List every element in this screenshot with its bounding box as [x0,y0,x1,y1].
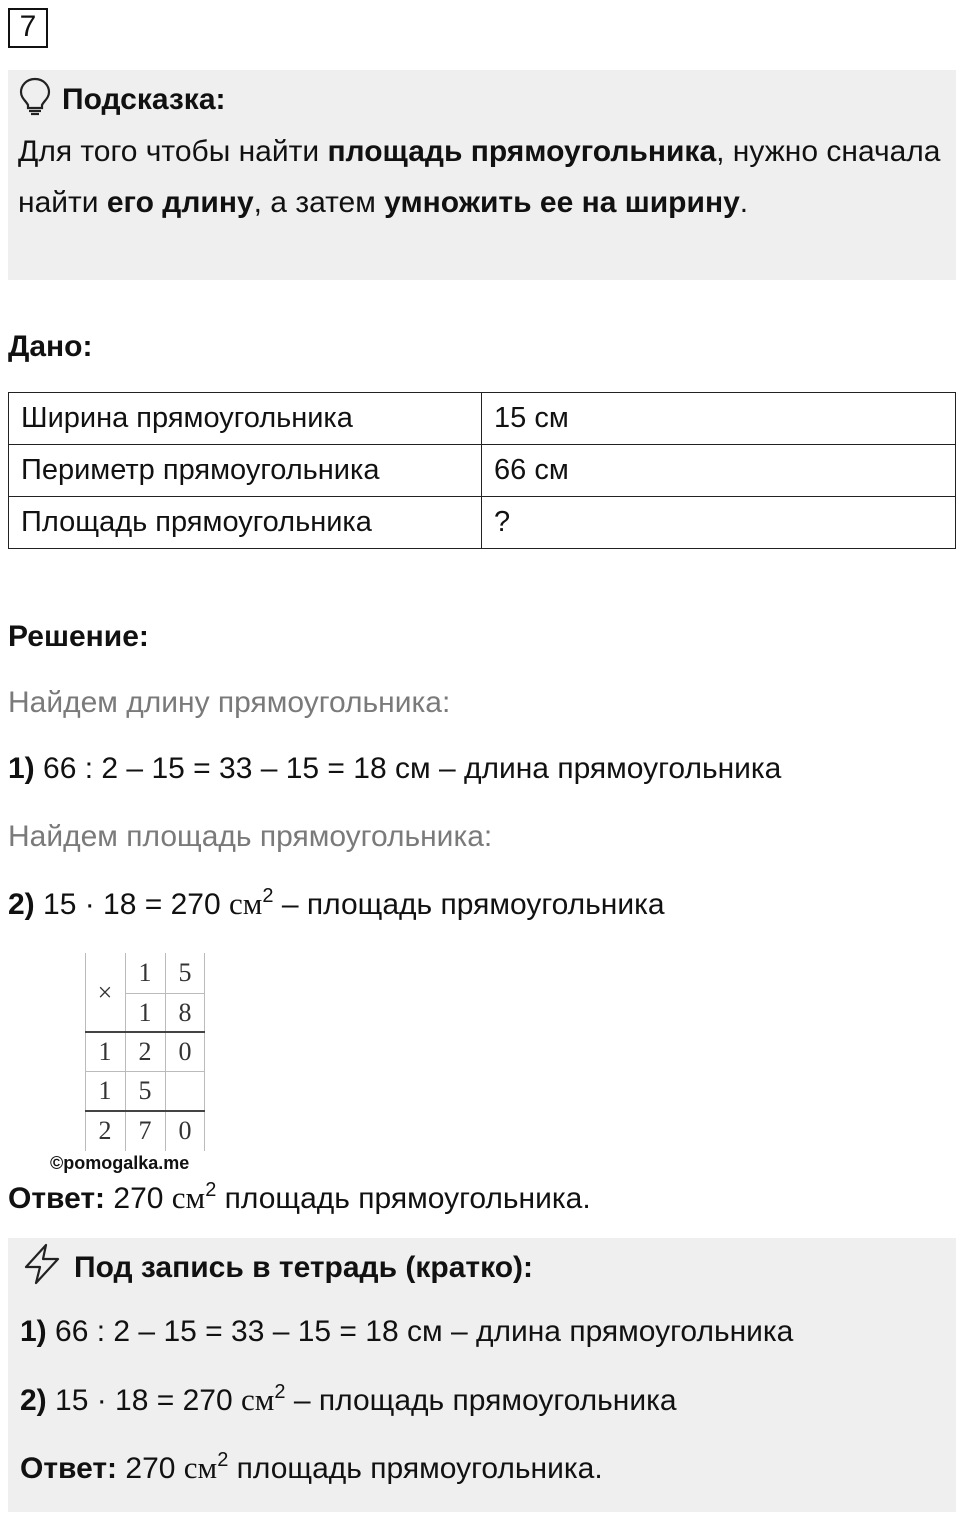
digit: 1 [98,1076,112,1105]
digit: 7 [138,1116,152,1145]
given-label: Ширина прямоугольника [9,393,482,445]
multiplication-grid [85,953,205,1151]
digit: 2 [98,1116,112,1145]
step2-intro: Найдем площадь прямоугольника: [8,820,493,853]
digit: 2 [138,1037,152,1066]
answer-line: Ответ: 270 $см^2$ площадь прямоугольника. [8,1179,591,1215]
hint-title [18,78,226,122]
hint-title-text: Подсказка: [62,83,226,116]
notebook-line-1: 1) 66 : 2 – 15 = 33 – 15 = 18 см – длина прямоугольника [20,1315,794,1348]
given-label: Площадь прямоугольника [9,497,482,549]
digit: 8 [178,998,192,1027]
digit: 5 [138,1076,152,1105]
copyright: ©pomogalka.me [50,1153,190,1173]
hint-text: Для того чтобы найти площадь прямоугольника, нужно сначала найти его длину, а затем умножить ее на ширину. [18,135,941,219]
notebook-title [20,1246,533,1290]
lightning-icon [20,1242,64,1294]
digit: 5 [178,958,192,987]
step1-line: 1) 66 : 2 – 15 = 33 – 15 = 18 см – длина прямоугольника [8,752,782,785]
lightbulb-icon [18,76,52,124]
digit: 1 [98,1037,112,1066]
given-value: 15 см [482,393,956,445]
notebook-title-text: Под запись в тетрадь (кратко): [74,1251,534,1284]
task-number: 7 [8,8,48,48]
table-row [9,497,956,549]
multiply-sign: × [97,978,113,1007]
given-title: Дано: [8,330,93,363]
given-label: Периметр прямоугольника [9,445,482,497]
table-row [9,445,956,497]
digit: 0 [178,1116,192,1145]
notebook-answer: Ответ: 270 $см^2$ площадь прямоугольника. [20,1449,603,1485]
step2-line: 2) 15 · 18 = 270 $см^2$ – площадь прямоугольника [8,885,665,921]
given-value: ? [482,497,956,549]
step1-intro: Найдем длину прямоугольника: [8,686,451,719]
solution-title: Решение: [8,620,149,653]
digit: 1 [138,958,152,987]
notebook-line-2: 2) 15 · 18 = 270 $см^2$ – площадь прямоугольника [20,1381,677,1417]
digit: 1 [138,998,152,1027]
given-value: 66 см [482,445,956,497]
given-table [8,392,956,549]
table-row [9,393,956,445]
digit: 0 [178,1037,192,1066]
